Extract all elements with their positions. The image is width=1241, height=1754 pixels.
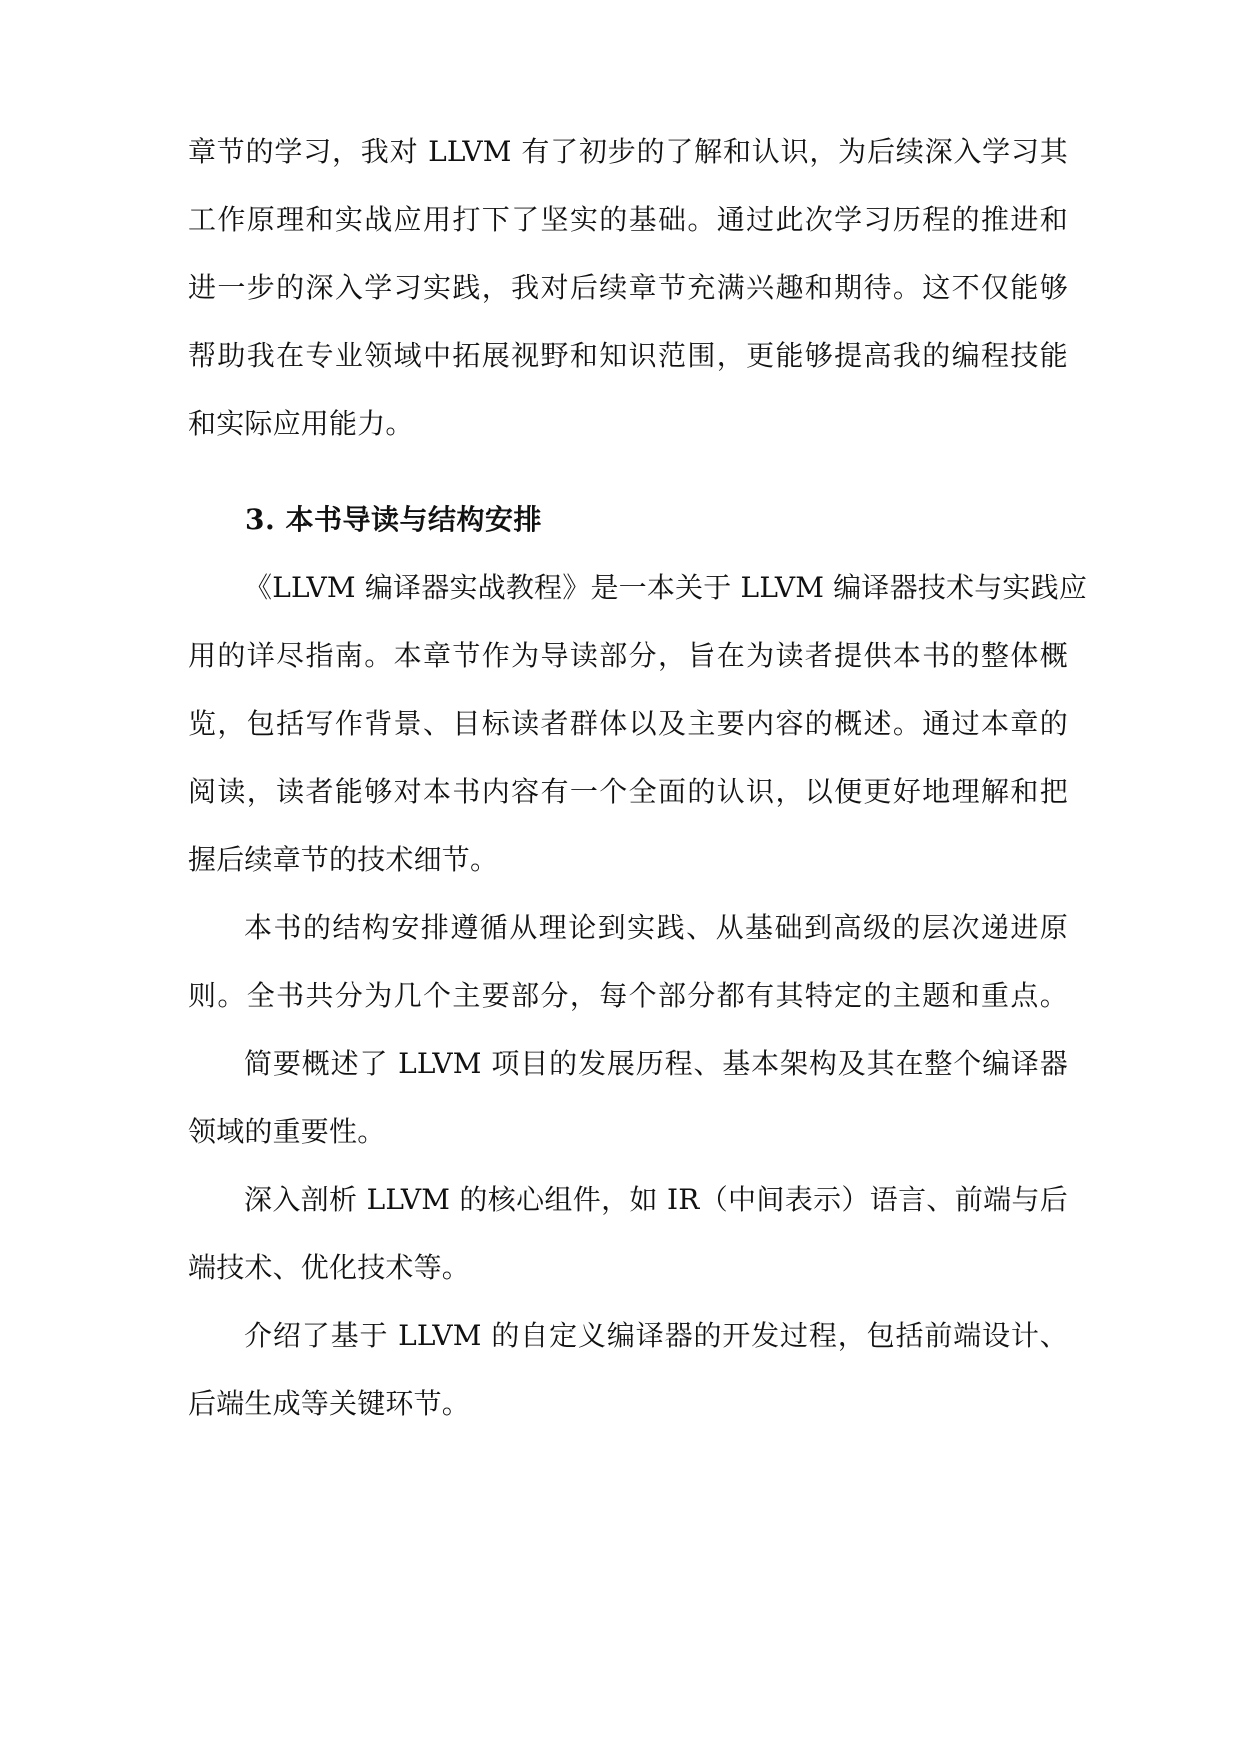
paragraph-3-line-2: 则。全书共分为几个主要部分，每个部分都有其特定的主题和重点。 [188, 979, 1068, 1012]
paragraph-2-line-5: 握后续章节的技术细节。 [188, 843, 499, 876]
paragraph-4-line-1: 简要概述了 LLVM 项目的发展历程、基本架构及其在整个编译器 [244, 1047, 1068, 1080]
paragraph-1-line-1: 章节的学习，我对 LLVM 有了初步的了解和认识，为后续深入学习其 [188, 135, 1068, 168]
paragraph-5-line-1: 深入剖析 LLVM 的核心组件，如 IR（中间表示）语言、前端与后 [244, 1183, 1068, 1216]
paragraph-2-line-1: 《LLVM 编译器实战教程》是一本关于 LLVM 编译器技术与实践应 [244, 571, 1088, 604]
paragraph-5-line-2: 端技术、优化技术等。 [188, 1251, 471, 1284]
paragraph-4-line-2: 领域的重要性。 [188, 1115, 386, 1148]
paragraph-2-line-4: 阅读，读者能够对本书内容有一个全面的认识，以便更好地理解和把 [188, 775, 1068, 808]
paragraph-3-line-1: 本书的结构安排遵循从理论到实践、从基础到高级的层次递进原 [244, 911, 1068, 944]
paragraph-6-line-1: 介绍了基于 LLVM 的自定义编译器的开发过程，包括前端设计、 [244, 1319, 1068, 1352]
paragraph-1-line-4: 帮助我在专业领域中拓展视野和知识范围，更能够提高我的编程技能 [188, 339, 1068, 372]
paragraph-6-line-2: 后端生成等关键环节。 [188, 1387, 471, 1420]
paragraph-2-line-3: 览，包括写作背景、目标读者群体以及主要内容的概述。通过本章的 [188, 707, 1068, 740]
paragraph-1-line-2: 工作原理和实战应用打下了坚实的基础。通过此次学习历程的推进和 [188, 203, 1068, 236]
section-heading: 3. 本书导读与结构安排 [245, 503, 542, 536]
paragraph-1-line-5: 和实际应用能力。 [188, 407, 414, 440]
paragraph-1-line-3: 进一步的深入学习实践，我对后续章节充满兴趣和期待。这不仅能够 [188, 271, 1068, 304]
paragraph-2-line-2: 用的详尽指南。本章节作为导读部分，旨在为读者提供本书的整体概 [188, 639, 1068, 672]
